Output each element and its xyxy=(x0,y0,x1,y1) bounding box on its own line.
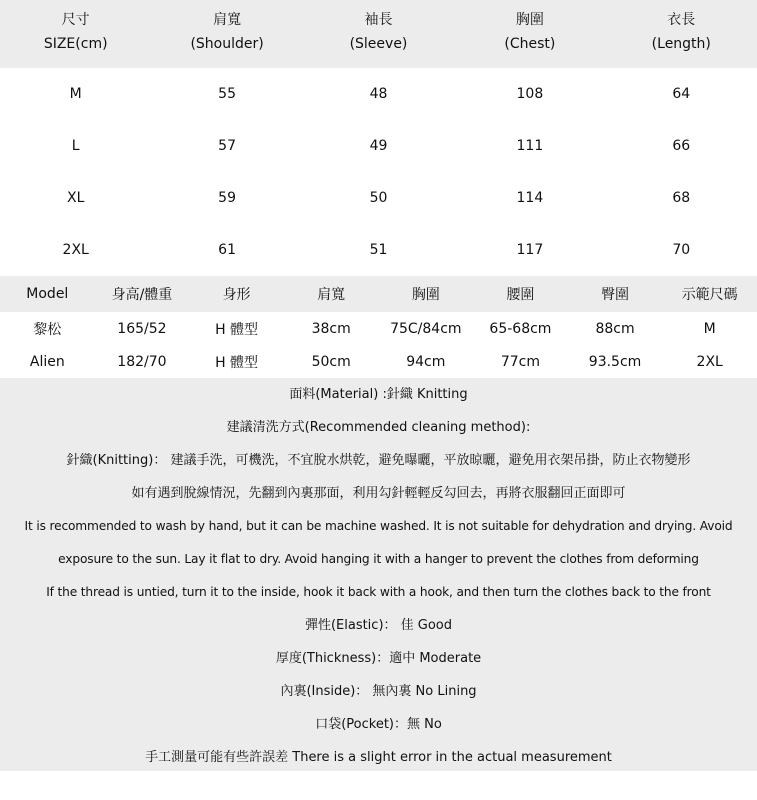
untied-care-en: If the thread is untied, turn it to the inside, hook it back with a hook, and then turn the clothes back to the front xyxy=(46,585,711,599)
shoulder-cell: 57 xyxy=(218,138,236,154)
hip-header: 臀圍 xyxy=(601,287,630,303)
sample-size-cell: 2XL xyxy=(696,353,723,370)
size-cell: XL xyxy=(67,190,85,206)
model-header-row xyxy=(0,276,757,312)
size-header-zh-row xyxy=(0,0,757,36)
hip-cell: 88cm xyxy=(595,320,635,337)
shoulder-cell: 38cm xyxy=(311,320,351,337)
sleeve-cell: 49 xyxy=(369,138,388,154)
elastic-note: 彈性(Elastic)： 佳 Good xyxy=(304,618,453,633)
hip-cell: 93.5cm xyxy=(588,353,642,370)
table-row xyxy=(0,172,757,224)
material-note: 面料(Material) :針織 Knitting xyxy=(289,387,468,402)
table-row xyxy=(0,224,757,276)
shoulder-header-en: (Shoulder) xyxy=(190,36,264,52)
size-cell: M xyxy=(69,86,82,102)
sleeve-cell: 50 xyxy=(369,190,388,206)
chest-cell: 94cm xyxy=(406,353,446,370)
model-name-cell: 黎松 xyxy=(33,321,62,338)
height-weight-cell: 165/52 xyxy=(117,320,167,337)
chest-cell: 111 xyxy=(516,138,544,154)
shoulder-header: 肩寬 xyxy=(317,287,346,303)
chest-header-en: (Chest) xyxy=(504,36,556,52)
sample-size-cell: M xyxy=(703,320,716,337)
sleeve-cell: 51 xyxy=(369,242,388,258)
length-cell: 66 xyxy=(672,138,691,154)
shoulder-header-zh: 肩寬 xyxy=(213,12,242,28)
shoulder-cell: 59 xyxy=(218,190,236,206)
shoulder-cell: 50cm xyxy=(311,353,351,370)
length-cell: 68 xyxy=(672,190,691,206)
length-cell: 70 xyxy=(672,242,691,258)
shoulder-cell: 55 xyxy=(218,86,236,102)
size-table xyxy=(0,0,757,276)
height-weight-cell: 182/70 xyxy=(117,353,167,370)
chest-cell: 117 xyxy=(516,242,544,258)
pocket-note: 口袋(Pocket)：無 No xyxy=(315,717,442,732)
chest-header: 胸圍 xyxy=(411,287,440,303)
chest-cell: 114 xyxy=(516,190,544,206)
thickness-note: 厚度(Thickness)：適中 Moderate xyxy=(275,651,482,666)
size-cell: 2XL xyxy=(62,242,89,258)
model-table xyxy=(0,276,757,378)
body-type-cell: H 體型 xyxy=(215,321,259,338)
chest-cell: 108 xyxy=(516,86,544,102)
inside-note: 內裏(Inside)： 無內裏 No Lining xyxy=(280,684,477,699)
table-row xyxy=(0,312,757,345)
wash-care-en-line2: exposure to the sun. Lay it flat to dry. Avoid hanging it with a hanger to prevent the clothes from deforming xyxy=(58,552,699,566)
untied-care-zh: 如有遇到脫線情況，先翻到內裏那面，利用勾針輕輕反勾回去，再將衣服翻回正面即可 xyxy=(131,486,626,501)
model-name-cell: Alien xyxy=(29,353,65,370)
waist-header: 腰圍 xyxy=(506,287,535,303)
size-header-zh: 尺寸 xyxy=(61,12,90,28)
size-header-en: SIZE(cm) xyxy=(43,36,108,52)
sample-size-header: 示範尺碼 xyxy=(681,287,738,303)
size-header-en-row xyxy=(0,36,757,68)
waist-cell: 65-68cm xyxy=(489,320,552,337)
length-cell: 64 xyxy=(672,86,691,102)
cleaning-title: 建議清洗方式(Recommended cleaning method): xyxy=(226,420,531,435)
length-header-zh: 衣長 xyxy=(667,12,696,28)
care-notes xyxy=(0,378,757,771)
model-header: Model xyxy=(26,286,69,302)
knitting-care-zh: 針織(Knitting)： 建議手洗，可機洗，不宜脫水烘乾，避免曝曬，平放晾曬，避免用衣架吊掛，防止衣物變形 xyxy=(66,453,691,468)
sleeve-header-en: (Sleeve) xyxy=(349,36,408,52)
table-row xyxy=(0,345,757,378)
size-cell: L xyxy=(71,138,80,154)
chest-cell: 75C/84cm xyxy=(390,320,462,337)
table-row xyxy=(0,120,757,172)
table-row xyxy=(0,68,757,120)
chest-header-zh: 胸圍 xyxy=(515,12,544,28)
measurement-error-note: 手工測量可能有些許誤差 There is a slight error in the actual measurement xyxy=(145,750,612,765)
body-type-header: 身形 xyxy=(222,287,251,303)
sleeve-header-zh: 袖長 xyxy=(364,12,393,28)
height-weight-header: 身高/體重 xyxy=(111,287,173,303)
shoulder-cell: 61 xyxy=(218,242,236,258)
wash-care-en-line1: It is recommended to wash by hand, but it can be machine washed. It is not suitable for dehydration and drying. Avoid xyxy=(24,519,733,533)
waist-cell: 77cm xyxy=(500,353,541,370)
length-header-en: (Length) xyxy=(651,36,711,52)
body-type-cell: H 體型 xyxy=(215,354,259,371)
sleeve-cell: 48 xyxy=(369,86,388,102)
